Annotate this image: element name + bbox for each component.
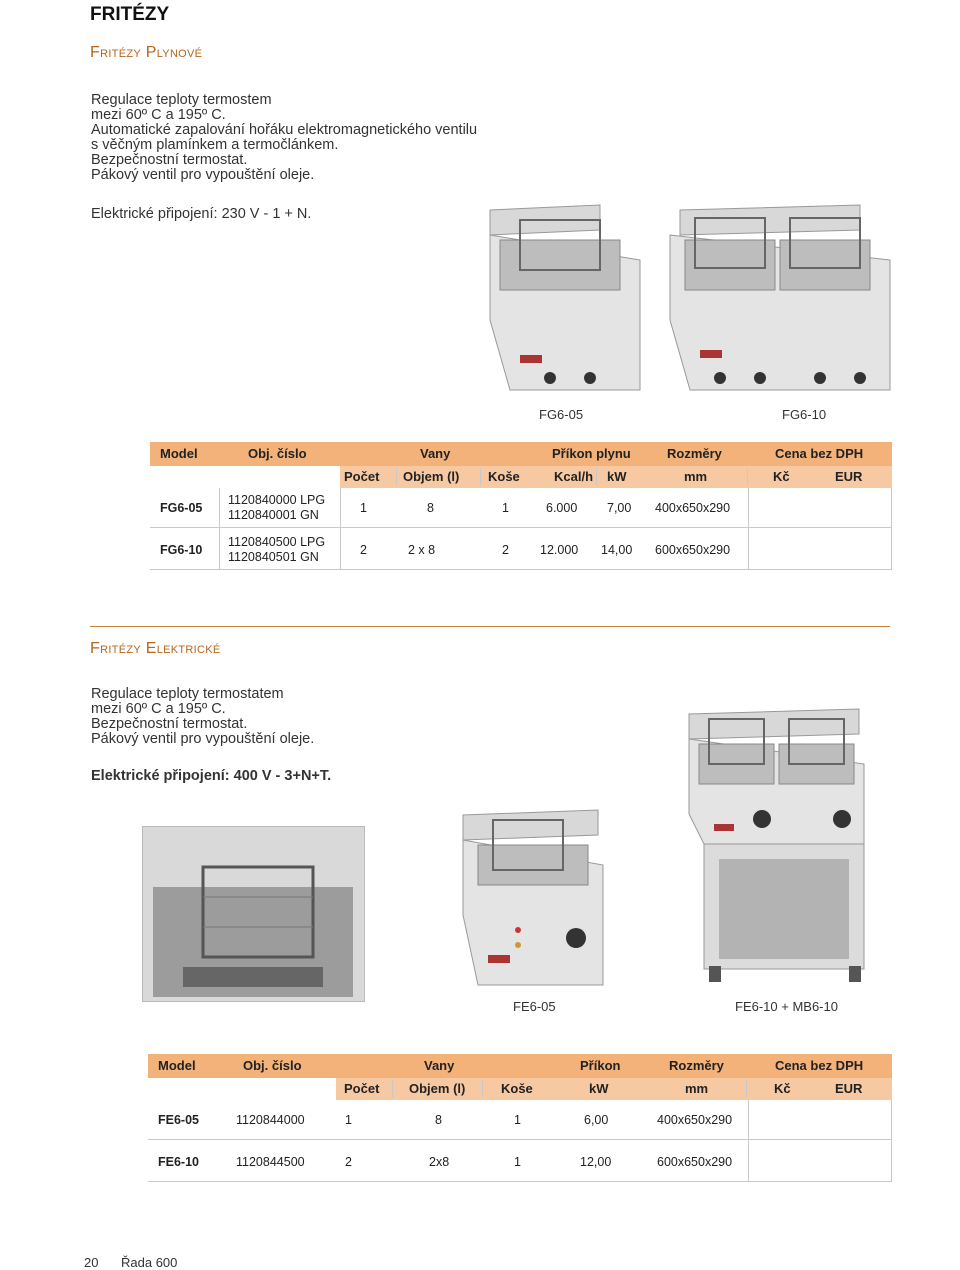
table-row	[150, 530, 892, 570]
cell-kcal: 12.000	[540, 543, 579, 557]
connection-label: Elektrické připojení:	[91, 206, 218, 222]
cell-kose: 2	[502, 543, 509, 557]
cell-objem: 2x8	[429, 1155, 450, 1169]
caption-fg6-05: FG6-05	[539, 407, 584, 422]
col-obj: Obj. číslo	[248, 446, 307, 461]
cell-kw: 7,00	[607, 501, 632, 515]
desc-line: Bezpečnostní termostat.	[91, 716, 248, 732]
cell-model: FE6-10	[158, 1155, 199, 1169]
sub-kc: Kč	[773, 469, 790, 484]
cell-kw: 14,00	[601, 543, 633, 557]
sub-eur: EUR	[835, 1081, 863, 1096]
cell-model: FG6-10	[160, 543, 203, 557]
section-heading-electric: Fritézy Elektrické	[90, 640, 221, 657]
fryer-fg6-10-image	[670, 205, 890, 390]
page-number: 20	[84, 1255, 99, 1270]
col-cena: Cena bez DPH	[775, 1058, 864, 1073]
cell-model: FG6-05	[160, 501, 203, 515]
table-row	[148, 1100, 892, 1140]
col-prikon: Příkon plynu	[552, 446, 631, 461]
desc-line: mezi 60º C a 195º C.	[91, 701, 226, 717]
cell-obj	[228, 530, 325, 565]
elec-description	[91, 687, 314, 747]
col-prikon: Příkon	[580, 1058, 621, 1073]
cell-obj: 1120844000	[236, 1113, 305, 1127]
cell-mm: 600x650x290	[655, 543, 731, 557]
connection-label: Elektrické připojení:	[91, 768, 230, 784]
col-model: Model	[158, 1058, 196, 1073]
cell-pocet: 1	[345, 1113, 352, 1127]
sub-kose: Koše	[501, 1081, 533, 1096]
series-name: Řada 600	[121, 1255, 178, 1270]
sub-pocet: Počet	[344, 1081, 380, 1096]
fryer-fe6-05-image	[458, 805, 608, 990]
cell-mm: 600x650x290	[657, 1155, 733, 1169]
sub-objem: Objem (l)	[403, 469, 460, 484]
sub-kc: Kč	[774, 1081, 791, 1096]
connection-value: 400 V - 3+N+T.	[233, 768, 332, 784]
caption-fe6-05: FE6-05	[513, 999, 556, 1014]
cell-mm: 400x650x290	[655, 501, 731, 515]
desc-line: mezi 60º C a 195º C.	[91, 107, 226, 123]
sub-kw: kW	[607, 469, 627, 484]
table-header	[148, 1054, 892, 1078]
desc-line: Regulace teploty termostem	[91, 92, 272, 108]
desc-line: Pákový ventil pro vypouštění oleje.	[91, 167, 315, 183]
cell-kw: 12,00	[580, 1155, 612, 1169]
table-header	[150, 442, 892, 466]
desc-line: Regulace teploty termostatem	[91, 686, 284, 702]
sub-pocet: Počet	[344, 469, 380, 484]
gas-description	[91, 93, 477, 183]
gas-fryer-photos	[480, 200, 900, 395]
elec-spec-table	[148, 1054, 892, 1184]
col-model: Model	[160, 446, 198, 461]
col-rozmery: Rozměry	[669, 1058, 724, 1073]
connection-value: 230 V - 1 + N.	[221, 206, 312, 222]
cell-kose: 1	[514, 1113, 521, 1127]
cell-objem: 8	[435, 1113, 442, 1127]
elec-connection	[91, 768, 331, 784]
desc-line: Pákový ventil pro vypouštění oleje.	[91, 731, 315, 747]
section-divider	[90, 626, 890, 627]
sub-mm: mm	[685, 1081, 709, 1096]
table-row	[150, 488, 892, 528]
gas-spec-table	[150, 442, 892, 572]
obj-lpg: 1120840000 LPG	[228, 493, 326, 507]
cell-mm: 400x650x290	[657, 1113, 733, 1127]
section-heading-gas: Fritézy Plynové	[90, 44, 203, 61]
obj-gn: 1120840501 GN	[228, 550, 319, 564]
cell-obj	[228, 488, 325, 523]
sub-objem: Objem (l)	[409, 1081, 466, 1096]
cell-kcal: 6.000	[546, 501, 578, 515]
cell-pocet: 2	[360, 543, 367, 557]
gas-connection	[91, 206, 311, 222]
sub-eur: EUR	[835, 469, 863, 484]
page-title: FRITÉZY	[90, 4, 170, 25]
obj-gn: 1120840001 GN	[228, 508, 319, 522]
cell-objem: 2 x 8	[408, 543, 436, 557]
caption-fe6-10-mb6-10: FE6-10 + MB6-10	[735, 999, 838, 1014]
col-vany: Vany	[424, 1058, 455, 1073]
sub-kose: Koše	[488, 469, 520, 484]
fryer-fg6-05-image	[490, 205, 640, 390]
cell-kose: 1	[514, 1155, 521, 1169]
col-cena: Cena bez DPH	[775, 446, 864, 461]
col-obj: Obj. číslo	[243, 1058, 302, 1073]
table-row	[148, 1142, 892, 1182]
obj-lpg: 1120840500 LPG	[228, 535, 326, 549]
desc-line: Automatické zapalování hořáku elektromagnetického ventilu	[91, 122, 478, 138]
desc-line: Bezpečnostní termostat.	[91, 152, 248, 168]
sub-mm: mm	[684, 469, 708, 484]
cell-kw: 6,00	[584, 1113, 609, 1127]
fryer-basket-closeup-image	[142, 826, 365, 1002]
sub-kcal: Kcal/h	[554, 469, 594, 484]
sub-kw: kW	[589, 1081, 609, 1096]
caption-fg6-10: FG6-10	[782, 407, 827, 422]
cell-pocet: 2	[345, 1155, 352, 1169]
table-subheader	[336, 1078, 892, 1100]
col-vany: Vany	[420, 446, 451, 461]
col-rozmery: Rozměry	[667, 446, 722, 461]
cell-obj: 1120844500	[236, 1155, 305, 1169]
fryer-fe6-10-mb6-10-image	[684, 704, 874, 994]
table-subheader	[340, 466, 892, 488]
cell-objem: 8	[427, 501, 434, 515]
cell-kose: 1	[502, 501, 509, 515]
cell-model: FE6-05	[158, 1113, 199, 1127]
desc-line: s věčným plamínkem a termočlánkem.	[91, 137, 339, 153]
cell-pocet: 1	[360, 501, 367, 515]
